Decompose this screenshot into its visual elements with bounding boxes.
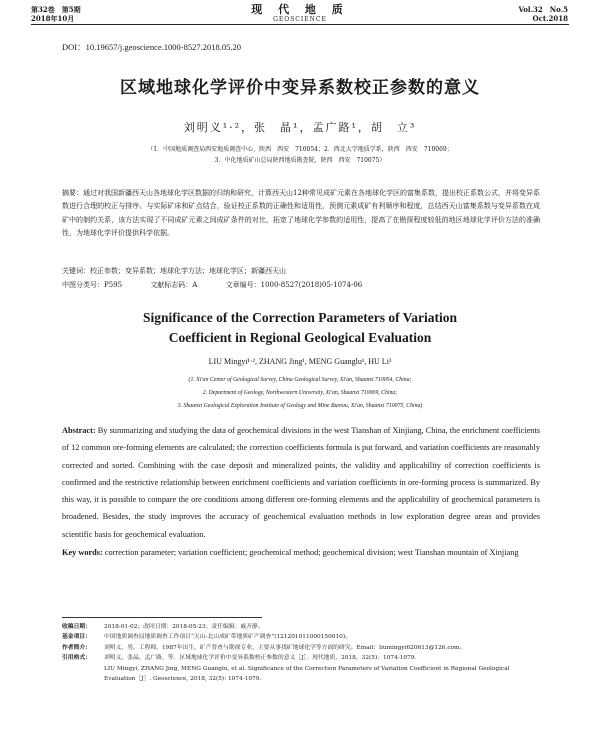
affiliations-cn: [0, 144, 600, 166]
volume-issue-cn: 第32卷 第5期: [31, 5, 81, 14]
affiliation-en-line: 2. Department of Geology, Northwestern University, Xi'an, Shaanxi 710069, China;: [202, 390, 398, 396]
affiliations-en: [0, 374, 600, 413]
volume-issue-en: Vol.32 No.5: [518, 5, 568, 14]
footnote-label: 作者简介：: [62, 644, 91, 651]
title-en: [0, 308, 600, 348]
header-rule: [31, 24, 569, 25]
classification-meta: [62, 279, 540, 291]
affiliation-cn-line: 3．中化地质矿山总局陕西地质勘查院，陕西 西安 710075）: [214, 157, 386, 164]
title-en-line: Significance of the Correction Parameters of Variation: [143, 310, 457, 325]
footnote-received: [62, 622, 542, 632]
footnote-label: 基金项目：: [62, 634, 91, 641]
journal-name-cn: 现 代 地 质: [251, 3, 349, 16]
authors-cn: 刘明义¹·²，张 晶¹，孟广路¹，胡 立³: [183, 121, 417, 134]
date-en: Oct.2018: [532, 14, 568, 23]
footnotes: [62, 622, 542, 684]
date-cn: 2018年10月: [31, 14, 75, 23]
footnote-text: 刘明义，张晶，孟广路，等．区域地球化学评价中变异系数校正参数的意义［J］．现代地质，2018，32(5)：1074-1079．: [104, 655, 421, 662]
keywords-en-text: correction parameter; variation coefficient; geochemical method; geochemical division; west Tianshan mountain of Xinjiang: [104, 548, 519, 557]
abstract-en: [62, 422, 540, 543]
keywords-cn: 关键词：校正参数；变异系数；地球化学方法；地球化学区；新疆西天山: [62, 267, 286, 275]
footnote-text: LIU Mingyi, ZHANG Jing, MENG Guanglu, et al. Significance of the Correction Parameters of Variation Coefficient in Regional Geological Evaluation［J］. Geoscience, 2018, 32(5): 1074-1079.: [104, 665, 510, 683]
keywords-en: [62, 545, 540, 561]
header-volume-en: [518, 5, 568, 23]
journal-masthead: [0, 3, 600, 24]
affiliation-en-line: (1. Xi'an Center of Geological Survey, China Geological Survey, Xi'an, Shaanxi 710054, China;: [188, 377, 412, 383]
title-cn: 区域地球化学评价中变异系数校正参数的意义: [120, 78, 480, 98]
abstract-cn: 摘要：通过对我国新疆西天山各地球化学区数据的归纳和研究，计算西天山12种常见成矿元素在各地球化学区的富集系数，提出校正系数公式，并将变异系数进行合理的校正与排序。与实际矿床和矿点结合，验证校正系数的正确性和适用性，预测元素成矿有利顺序和程度，总结西天山富集系数与变异系数在成矿中的制约关系，该方法实现了不同成矿元素之间成矿条件的对比，拓宽了地球化学参数的适用性，提高了在勘探程度较低的地区地球化学评价方法的准确性，为地球化学评价提供科学依据。: [62, 189, 540, 238]
abstract-en-text: By summarizing and studying the data of geochemical divisions in the west Tianshan of Xinjiang, China, the enrichment coefficients of 12 common ore-forming elements are calculated; the correction coefficients formula is put forward, and variation coefficients are reasonably corrected and sorted. Combining with the case deposit and mineralized points, the validity and applicability of correction coefficients is confirmed and the restrictive relationship between enrichment coefficients and variation coefficients in ore-forming process is summarized. By this way, it is possible to compare the ore conditions among different ore-forming elements and the applicability of geochemical parameters is broadened. Besides, the study improves the accuracy of geochemical evaluation methods in low exploration degree areas and provides scientific basis for geochemical evaluation.: [62, 426, 540, 539]
keywords-en-label: Key words:: [62, 548, 103, 557]
footnote-text: 刘明义，男，工程师，1987年出生，矿产普查与勘探专业，主要从事找矿地球化学等方面的研究。Email：liumingyi620613@126.com。: [104, 644, 466, 651]
footnote-citation-cn: [62, 653, 542, 663]
authors-en: LIU Mingyi¹·², ZHANG Jing¹, MENG Guanglu¹, HU Li³: [208, 357, 392, 366]
affiliation-en-line: 3. Shaanxi Geological Exploration Institute of Geology and Mine Bureau, Xi'an, Shaanxi 710075, China): [177, 403, 423, 409]
footnote-rule: [62, 617, 262, 618]
affiliation-cn-line: （1．中国地质调查局西安地质调查中心，陕西 西安 710054；2．西北大学地质学系，陕西 西安 710069；: [147, 146, 453, 153]
footnote-label: [62, 664, 104, 685]
footnote-funding: [62, 632, 542, 642]
footnote-citation-en: [62, 664, 542, 685]
abstract-en-label: Abstract:: [62, 426, 96, 435]
journal-name-en: GEOSCIENCE: [273, 16, 327, 23]
title-en-line: Coefficient in Regional Geological Evaluation: [168, 330, 432, 345]
document-code: 文献标志码：A: [150, 281, 198, 289]
article-number: 文章编号：1000-8527(2018)05-1074-06: [225, 281, 363, 289]
footnote-text: 中国地质调查局地质调查工作项目“天山-北山成矿带地质矿产调查”(121201011000150010)。: [104, 634, 351, 641]
footnote-label: 引用格式：: [62, 655, 91, 662]
footnote-label: 收稿日期：: [62, 624, 91, 630]
footnote-text: 2018-01-02；改回日期：2018-05-23；责任编辑：戚开静。: [104, 624, 264, 630]
footnote-author-bio: [62, 643, 542, 653]
clc-number: 中图分类号：P595: [62, 281, 123, 289]
doi: DOI：10.19657/j.geoscience.1000-8527.2018.05.20: [62, 42, 241, 52]
